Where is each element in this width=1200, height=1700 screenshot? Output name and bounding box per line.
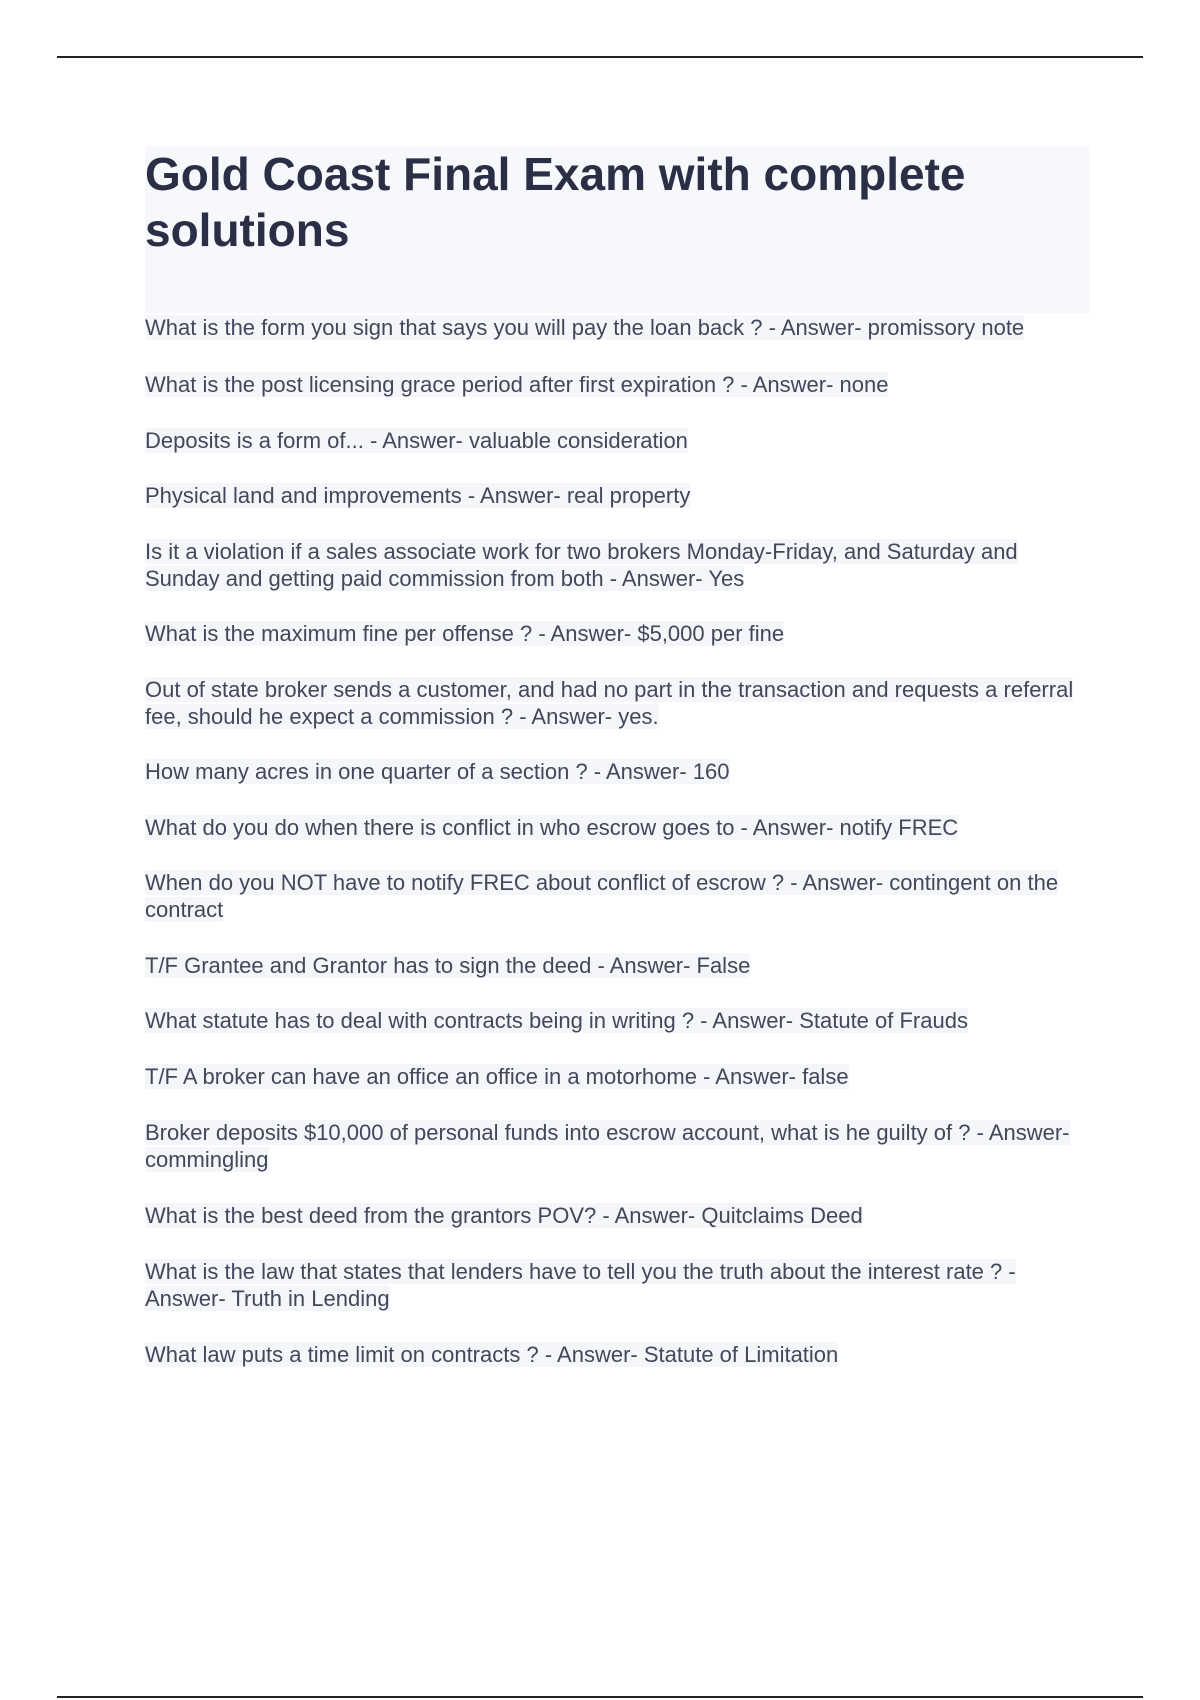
qa-item: What is the law that states that lenders have to tell you the truth about the interest rate ? - Answer- Truth in Lending	[145, 1259, 1016, 1311]
qa-item: What is the form you sign that says you will pay the loan back ? - Answer- promissory note	[145, 315, 1025, 340]
qa-item: Out of state broker sends a customer, and had no part in the transaction and requests a referral fee, should he expect a commission ? - Answer- yes.	[145, 677, 1074, 729]
qa-item: Deposits is a form of... - Answer- valuable consideration	[145, 428, 688, 453]
bottom-rule	[57, 1696, 1143, 1698]
qa-item: What do you do when there is conflict in who escrow goes to - Answer- notify FREC	[145, 815, 959, 840]
qa-item: Is it a violation if a sales associate work for two brokers Monday-Friday, and Saturday and Sunday and getting paid commission from both - Answer- Yes	[145, 539, 1018, 591]
qa-item: Broker deposits $10,000 of personal funds into escrow account, what is he guilty of ? - Answer- commingling	[145, 1120, 1070, 1172]
qa-item: What is the post licensing grace period after first expiration ? - Answer- none	[145, 372, 889, 397]
qa-item: How many acres in one quarter of a section ? - Answer- 160	[145, 759, 730, 784]
qa-item: What is the best deed from the grantors POV? - Answer- Quitclaims Deed	[145, 1203, 863, 1228]
document-body	[145, 146, 1090, 1368]
document-title: Gold Coast Final Exam with complete solutions	[145, 148, 966, 256]
qa-item: What law puts a time limit on contracts ? - Answer- Statute of Limitation	[145, 1342, 839, 1367]
qa-item: T/F Grantee and Grantor has to sign the deed - Answer- False	[145, 953, 751, 978]
qa-item: Physical land and improvements - Answer- real property	[145, 483, 691, 508]
qa-item: What statute has to deal with contracts being in writing ? - Answer- Statute of Frauds	[145, 1008, 968, 1033]
title-block	[145, 146, 1090, 313]
qa-item: T/F A broker can have an office an office in a motorhome - Answer- false	[145, 1064, 849, 1089]
qa-item: What is the maximum fine per offense ? - Answer- $5,000 per fine	[145, 621, 785, 646]
qa-item: When do you NOT have to notify FREC about conflict of escrow ? - Answer- contingent on the contract	[145, 870, 1059, 922]
qa-list	[145, 314, 1090, 1368]
top-rule	[57, 56, 1143, 58]
